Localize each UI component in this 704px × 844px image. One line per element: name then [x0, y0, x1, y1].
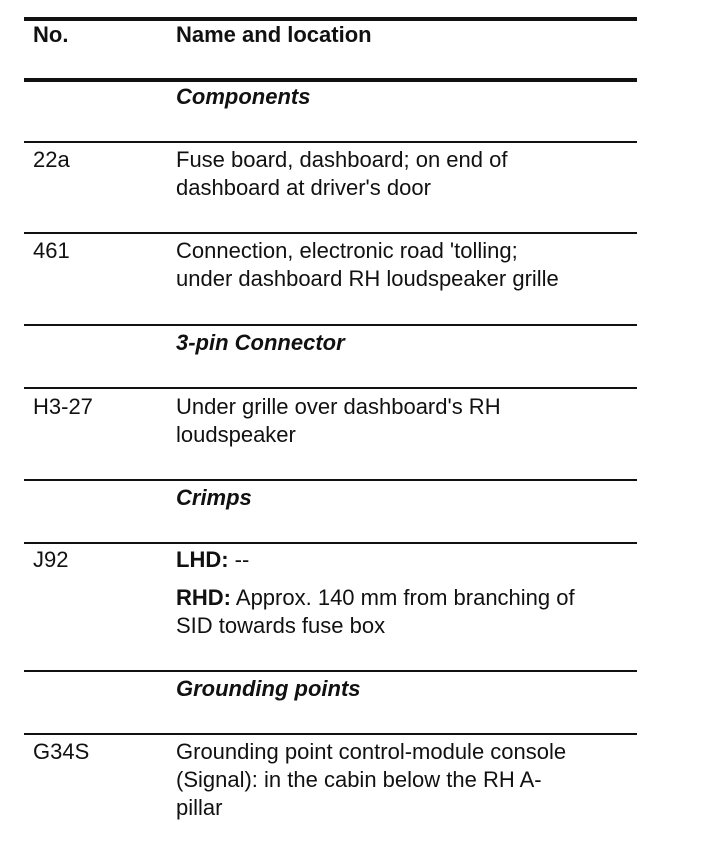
lhd-value: -- [228, 547, 250, 572]
row-location-cont: under dashboard RH loudspeaker grille [176, 266, 559, 291]
section-rule-components [24, 141, 637, 143]
row-rule [24, 479, 637, 481]
lhd-line [176, 546, 249, 574]
row-rule [24, 670, 637, 672]
rhd-value: Approx. 140 mm from branching of [231, 585, 575, 610]
rhd-label: RHD: [176, 585, 231, 610]
section-grounding: Grounding points [176, 676, 361, 701]
lhd-label: LHD: [176, 547, 229, 572]
row-rule [24, 232, 637, 234]
section-connector: 3-pin Connector [176, 330, 345, 355]
row-rule [24, 324, 637, 326]
section-rule-grounding [24, 733, 637, 735]
row-location-cont: pillar [176, 795, 223, 820]
row-number: 22a [33, 147, 70, 172]
section-rule-crimps [24, 542, 637, 544]
column-header-no: No. [33, 22, 69, 47]
section-rule-connector [24, 387, 637, 389]
row-number: 461 [33, 238, 70, 263]
rhd-line [176, 584, 575, 612]
row-location: Under grille over dashboard's RH [176, 394, 501, 419]
column-header-name: Name and location [176, 22, 372, 47]
row-location: Fuse board, dashboard; on end of [176, 147, 508, 172]
row-location: Connection, electronic road 'tolling; [176, 238, 518, 263]
row-location-cont: (Signal): in the cabin below the RH A- [176, 767, 542, 792]
row-number: H3-27 [33, 394, 93, 419]
row-location: Grounding point control-module console [176, 739, 567, 764]
row-location-cont: loudspeaker [176, 422, 296, 447]
row-number: J92 [33, 547, 69, 572]
header-bottom-rule [24, 78, 637, 82]
row-location-cont: dashboard at driver's door [176, 175, 431, 200]
row-number: G34S [33, 739, 90, 764]
rhd-line-cont: SID towards fuse box [176, 613, 386, 638]
section-components: Components [176, 84, 311, 109]
section-crimps: Crimps [176, 485, 252, 510]
